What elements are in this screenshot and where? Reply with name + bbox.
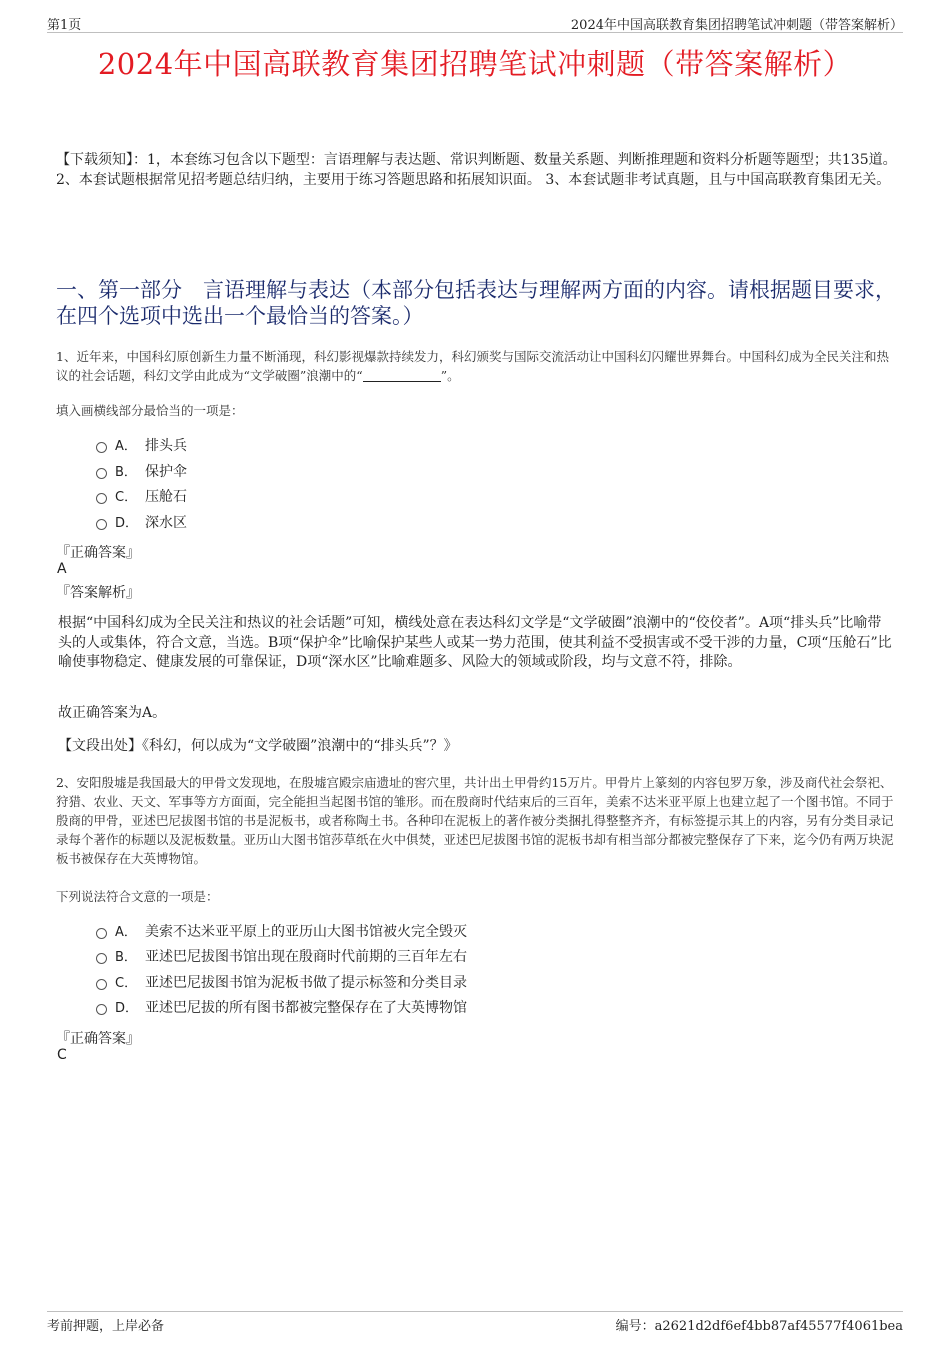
q1-option-b[interactable] [96,462,187,482]
q1-analysis-label: 『答案解析』 [56,585,140,601]
option-letter: D． [115,516,139,531]
page-title: 2024年中国高联教育集团招聘笔试冲刺题（带答案解析） [97,47,853,81]
question-1-text [56,347,898,385]
option-text: 深水区 [145,515,187,531]
question-1-prompt: 填入画横线部分最恰当的一项是： [56,403,244,418]
option-text: 美索不达米亚平原上的亚历山大图书馆被火完全毁灭 [145,924,467,940]
option-letter: A． [115,925,137,940]
page-number: 第1页 [47,18,82,33]
option-text: 亚述巴尼拔的所有图书都被完整保存在了大英博物馆 [145,1000,467,1016]
q2-answer-label: 『正确答案』 [56,1031,140,1047]
radio-button-icon[interactable] [96,1004,107,1015]
q1-option-a[interactable] [96,436,187,456]
option-text: 亚述巴尼拔图书馆出现在殷商时代前期的三百年左右 [145,949,467,965]
option-letter: C． [115,490,138,505]
q2-option-c[interactable] [96,973,467,993]
question-2-prompt: 下列说法符合文意的一项是： [56,889,219,904]
page-footer [47,1311,903,1334]
radio-button-icon[interactable] [96,953,107,964]
option-letter: C． [115,976,138,991]
fill-blank [363,369,441,382]
radio-button-icon[interactable] [96,468,107,479]
footer-slogan: 考前押题，上岸必备 [47,1319,165,1334]
radio-button-icon[interactable] [96,493,107,504]
download-notice: 【下载须知】：1，本套练习包含以下题型：言语理解与表达题、常识判断题、数量关系题、判断推理题和资料分析题等题型；共135道。 2、本套试题根据常见招考题总结归纳，主要用于练习答题思路和拓展知识面。 3、本套试题非考试真题，且与中国高联教育集团无关。 [56,152,897,188]
option-letter: D． [115,1001,139,1016]
q1-conclusion: 故正确答案为A。 [58,705,167,721]
radio-button-icon[interactable] [96,928,107,939]
q2-answer: C [57,1047,67,1063]
q1-option-d[interactable] [96,513,187,533]
q1-option-c[interactable] [96,487,187,507]
q1-answer-label: 『正确答案』 [56,545,140,561]
question-2-text: 2、安阳殷墟是我国最大的甲骨文发现地，在殷墟宫殿宗庙遗址的窖穴里，共计出土甲骨约15万片。甲骨片上篆刻的内容包罗万象，涉及商代社会祭祀、狩猎、农业、天文、军事等方方面面，完全能担当起图书馆的雏形。而在殷商时代结束后的三百年，美索不达米亚平原上也建立起了一个图书馆。不同于殷商的甲骨，亚述巴尼拔图书馆的书是泥板书，或者称陶土书。各种印在泥板上的著作被分类捆扎得整整齐齐，有标签提示其上的内容，另有分类目录记录每个著作的标题以及泥板数量。亚历山大图书馆莎草纸在火中俱焚，亚述巴尼拔图书馆的泥板书却有相当部分都被完整保存了下来，迄今仍有两万块泥板书被保存在大英博物馆。 [56,775,894,866]
section-heading: 一、第一部分 言语理解与表达（本部分包括表达与理解两方面的内容。请根据题目要求，在四个选项中选出一个最恰当的答案。） [56,278,896,328]
header-doc-title: 2024年中国高联教育集团招聘笔试冲刺题（带答案解析） [570,18,903,33]
question-1-text-a: 1、近年来，中国科幻原创新生力量不断涌现，科幻影视爆款持续发力，科幻颁奖与国际交流活动让中国科幻闪耀世界舞台。中国科幻成为全民关注和热议的社会话题，科幻文学由此成为“文学破圈”浪潮中的“ [56,349,889,383]
question-1-text-b: ”。 [440,368,460,383]
q2-option-d[interactable] [96,998,467,1018]
q2-option-a[interactable] [96,922,467,942]
q1-analysis: 根据“中国科幻成为全民关注和热议的社会话题”可知，横线处意在表达科幻文学是“文学破圈”浪潮中的“佼佼者”。A项“排头兵”比喻带头的人或集体，符合文意，当选。B项“保护伞”比喻保护某些人或某一势力范围，使其利益不受损害或不受干涉的力量，C项“压舱石”比喻使事物稳定、健康发展的可靠保证，D项“深水区”比喻难题多、风险大的领域或阶段，均与文意不符，排除。 [58,615,892,670]
radio-button-icon[interactable] [96,979,107,990]
option-letter: A． [115,439,137,454]
option-letter: B． [115,950,137,965]
q1-answer: A [57,561,67,577]
radio-button-icon[interactable] [96,519,107,530]
q2-option-b[interactable] [96,947,467,967]
page-header [47,12,903,33]
option-text: 压舱石 [145,489,187,505]
option-text: 保护伞 [145,464,187,480]
option-text: 排头兵 [145,438,187,454]
radio-button-icon[interactable] [96,442,107,453]
footer-doc-id: 编号：a2621d2df6ef4bb87af45577f4061bea [615,1319,903,1334]
option-text: 亚述巴尼拔图书馆为泥板书做了提示标签和分类目录 [145,975,467,991]
q1-source: 【文段出处】《科幻，何以成为“文学破圈”浪潮中的“排头兵”？》 [58,738,458,754]
option-letter: B． [115,465,137,480]
